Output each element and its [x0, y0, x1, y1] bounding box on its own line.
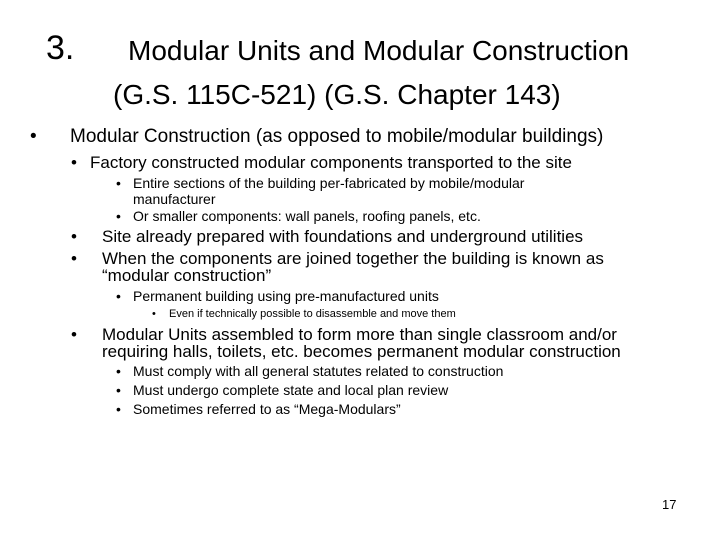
bullet-text: Sometimes referred to as “Mega-Modulars” [133, 401, 401, 417]
bullet-dot: • [116, 363, 121, 379]
section-number: 3. [46, 29, 75, 67]
bullet-text: Entire sections of the building per-fabricated by mobile/modular [133, 175, 525, 191]
bullet-dot: • [152, 308, 156, 320]
bullet-text: Or smaller components: wall panels, roofing panels, etc. [133, 208, 481, 224]
bullet-text: Permanent building using pre-manufactured units [133, 288, 439, 304]
title-line-1: Modular Units and Modular Construction [128, 35, 630, 66]
bullet-text: Site already prepared with foundations and underground utilities [102, 227, 584, 246]
bullet-text: Must comply with all general statutes related to construction [133, 363, 504, 379]
bullet-text: When the components are joined together the building is known as [102, 249, 604, 268]
bullet-text: Even if technically possible to disassemble and move them [169, 308, 456, 320]
bullet-dot: • [116, 175, 121, 191]
bullet-dot: • [30, 126, 37, 147]
bullet-dot: • [71, 227, 77, 246]
bullet-dot: • [116, 208, 121, 224]
bullet-dot: • [116, 401, 121, 417]
bullet-text: Modular Units assembled to form more than single classroom and/or [102, 325, 617, 344]
page-number: 17 [662, 497, 677, 512]
bullet-text-continued: manufacturer [133, 191, 216, 207]
bullet-text: Must undergo complete state and local plan review [133, 382, 449, 398]
bullet-text-continued: “modular construction” [102, 266, 272, 285]
bullet-dot: • [71, 249, 77, 268]
bullet-dot: • [116, 382, 121, 398]
bullet-text-continued: requiring halls, toilets, etc. becomes permanent modular construction [102, 342, 621, 361]
title-line-2: (G.S. 115C-521) (G.S. Chapter 143) [113, 79, 561, 110]
bullet-dot: • [71, 153, 77, 172]
bullet-text: Factory constructed modular components transported to the site [90, 153, 572, 172]
bullet-dot: • [71, 325, 77, 344]
bullet-text: Modular Construction (as opposed to mobile/modular buildings) [70, 126, 604, 147]
bullet-dot: • [116, 288, 121, 304]
